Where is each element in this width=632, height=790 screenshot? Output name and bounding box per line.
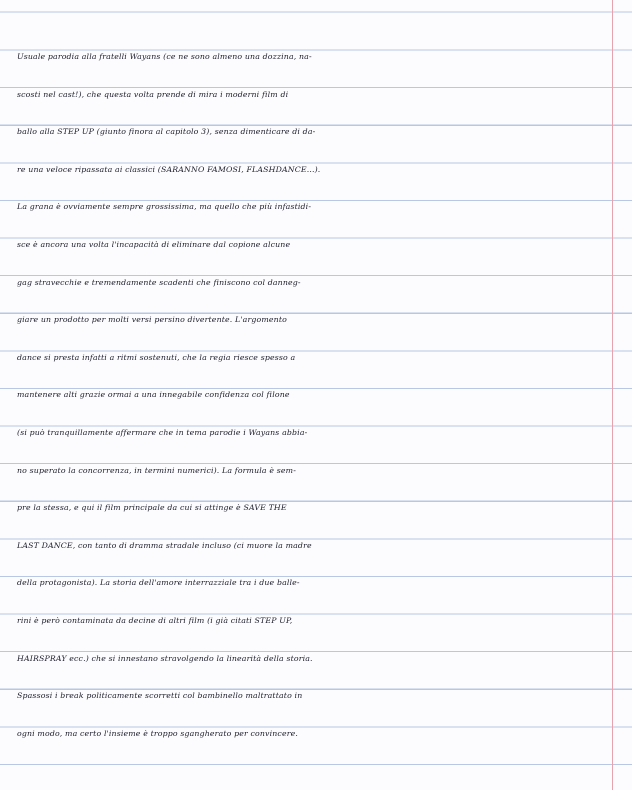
- text-line: no superato la concorrenza, in termini numerici). La formula è sem-: [17, 465, 296, 475]
- text-line: sce è ancora una volta l'incapacità di eliminare dal copione alcune: [17, 239, 291, 249]
- handwritten-text: [17, 38, 624, 752]
- text-line: rini è però contaminata da decine di altri film (i già citati STEP UP,: [17, 615, 293, 625]
- text-line: pre la stessa, e qui il film principale da cui si attinge è SAVE THE: [17, 503, 287, 513]
- text-line: HAIRSPRAY ecc.) che si innestano stravolgendo la linearità della storia.: [17, 653, 313, 663]
- text-line: giare un prodotto per molti versi persino divertente. L'argomento: [17, 315, 287, 325]
- text-line: (si può tranquillamente affermare che in tema parodie i Wayans abbia-: [17, 427, 308, 437]
- text-line: ogni modo, ma certo l'insieme è troppo sgangherato per convincere.: [17, 728, 298, 738]
- text-line: mantenere alti grazie ormai a una innegabile confidenza col filone: [17, 390, 290, 400]
- text-line: gag stravecchie e tremendamente scadenti che finiscono col danneg-: [17, 277, 301, 287]
- text-line: Spassosi i break politicamente scorretti col bambinello maltrattato in: [17, 691, 303, 701]
- text-line: Usuale parodia alla fratelli Wayans (ce ne sono almeno una dozzina, na-: [17, 52, 312, 61]
- text-line: La grana è ovviamente sempre grossissima, ma quello che più infastidi-: [17, 202, 312, 212]
- text-line: dance si presta infatti a ritmi sostenuti, che la regia riesce spesso a: [17, 352, 296, 362]
- text-line: re una veloce ripassata ai classici (SARANNO FAMOSI, FLASHDANCE...).: [17, 164, 321, 174]
- text-line: LAST DANCE, con tanto di dramma stradale incluso (ci muore la madre: [17, 540, 312, 550]
- text-line: della protagonista). La storia dell'amore interrazziale tra i due balle-: [17, 578, 300, 588]
- text-line: ballo alla STEP UP (giunto finora al capitolo 3), senza dimenticare di da-: [17, 127, 316, 137]
- text-line: scosti nel cast!), che questa volta prende di mira i moderni film di: [17, 89, 289, 99]
